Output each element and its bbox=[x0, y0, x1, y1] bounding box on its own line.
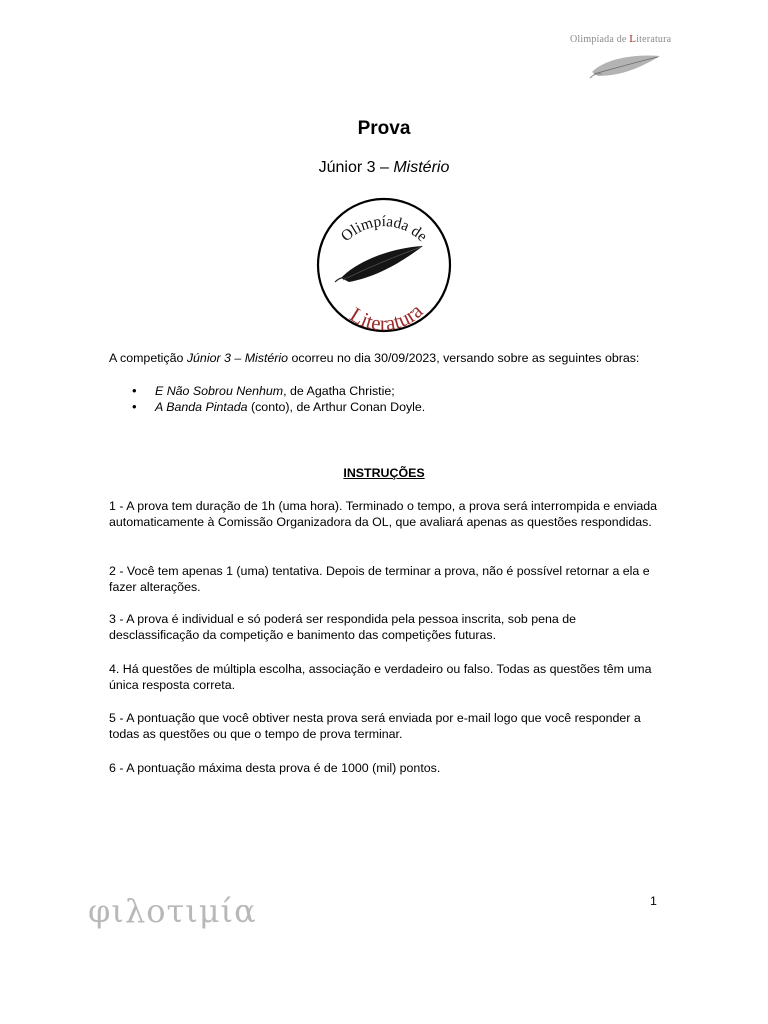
subtitle-prefix: Júnior 3 – bbox=[318, 159, 394, 176]
instruction-6: 6 - A pontuação máxima desta prova é de 1000 (mil) pontos. bbox=[109, 761, 441, 775]
work-title: E Não Sobrou Nenhum bbox=[155, 384, 284, 398]
intro-italic: Júnior 3 – Mistério bbox=[186, 351, 289, 365]
footer-logo: φιλοτιμία bbox=[88, 892, 257, 930]
feather-icon bbox=[586, 50, 666, 86]
subtitle-italic: Mistério bbox=[393, 159, 450, 176]
works-list bbox=[132, 383, 425, 416]
work-author: , de Agatha Christie; bbox=[283, 384, 395, 398]
header-logo-text-a: Olimpíada de bbox=[570, 34, 630, 45]
list-item bbox=[132, 383, 425, 399]
instruction-5: 5 - A pontuação que você obtiver nesta prova será enviada por e-mail logo que você responder a todas as questões ou que o tempo de prova terminar. bbox=[109, 711, 641, 742]
header-logo-text-b: L bbox=[629, 33, 637, 45]
seal-bottom-textpath: Literatura bbox=[345, 298, 428, 334]
work-title: A Banda Pintada bbox=[155, 400, 248, 415]
instructions-heading: INSTRUÇÕES bbox=[343, 466, 425, 480]
list-item bbox=[132, 399, 425, 415]
intro-part2: ocorreu no dia 30/09/2023, versando sobre as seguintes obras: bbox=[288, 351, 640, 365]
intro-paragraph bbox=[109, 350, 669, 366]
page-number: 1 bbox=[650, 894, 657, 908]
work-author: (conto), de Arthur Conan Doyle. bbox=[247, 400, 426, 415]
instruction-4: 4. Há questões de múltipla escolha, associação e verdadeiro ou falso. Todas as questões têm uma única resposta correta. bbox=[109, 662, 652, 693]
instruction-2: 2 - Você tem apenas 1 (uma) tentativa. Depois de terminar a prova, não é possível retornar a ela e fazer alterações. bbox=[109, 564, 650, 595]
header-logo-text-c: iteratura bbox=[636, 34, 672, 45]
seal-top-textpath: Olimpíada de bbox=[337, 213, 431, 246]
header-logo-text bbox=[570, 33, 671, 45]
page-subtitle bbox=[0, 159, 768, 177]
intro-part1: A competição bbox=[109, 351, 187, 365]
page-title: Prova bbox=[357, 118, 411, 139]
instruction-3: 3 - A prova é individual e só poderá ser respondida pela pessoa inscrita, sob pena de desclassificação da competição e banimento das competições futuras. bbox=[109, 612, 577, 643]
instruction-1: 1 - A prova tem duração de 1h (uma hora). Terminado o tempo, a prova será interrompida e enviada automaticamente à Comissão Organizadora da OL, que avaliará apenas as questões respondidas. bbox=[109, 499, 658, 530]
olimpiada-seal-logo bbox=[311, 196, 457, 334]
